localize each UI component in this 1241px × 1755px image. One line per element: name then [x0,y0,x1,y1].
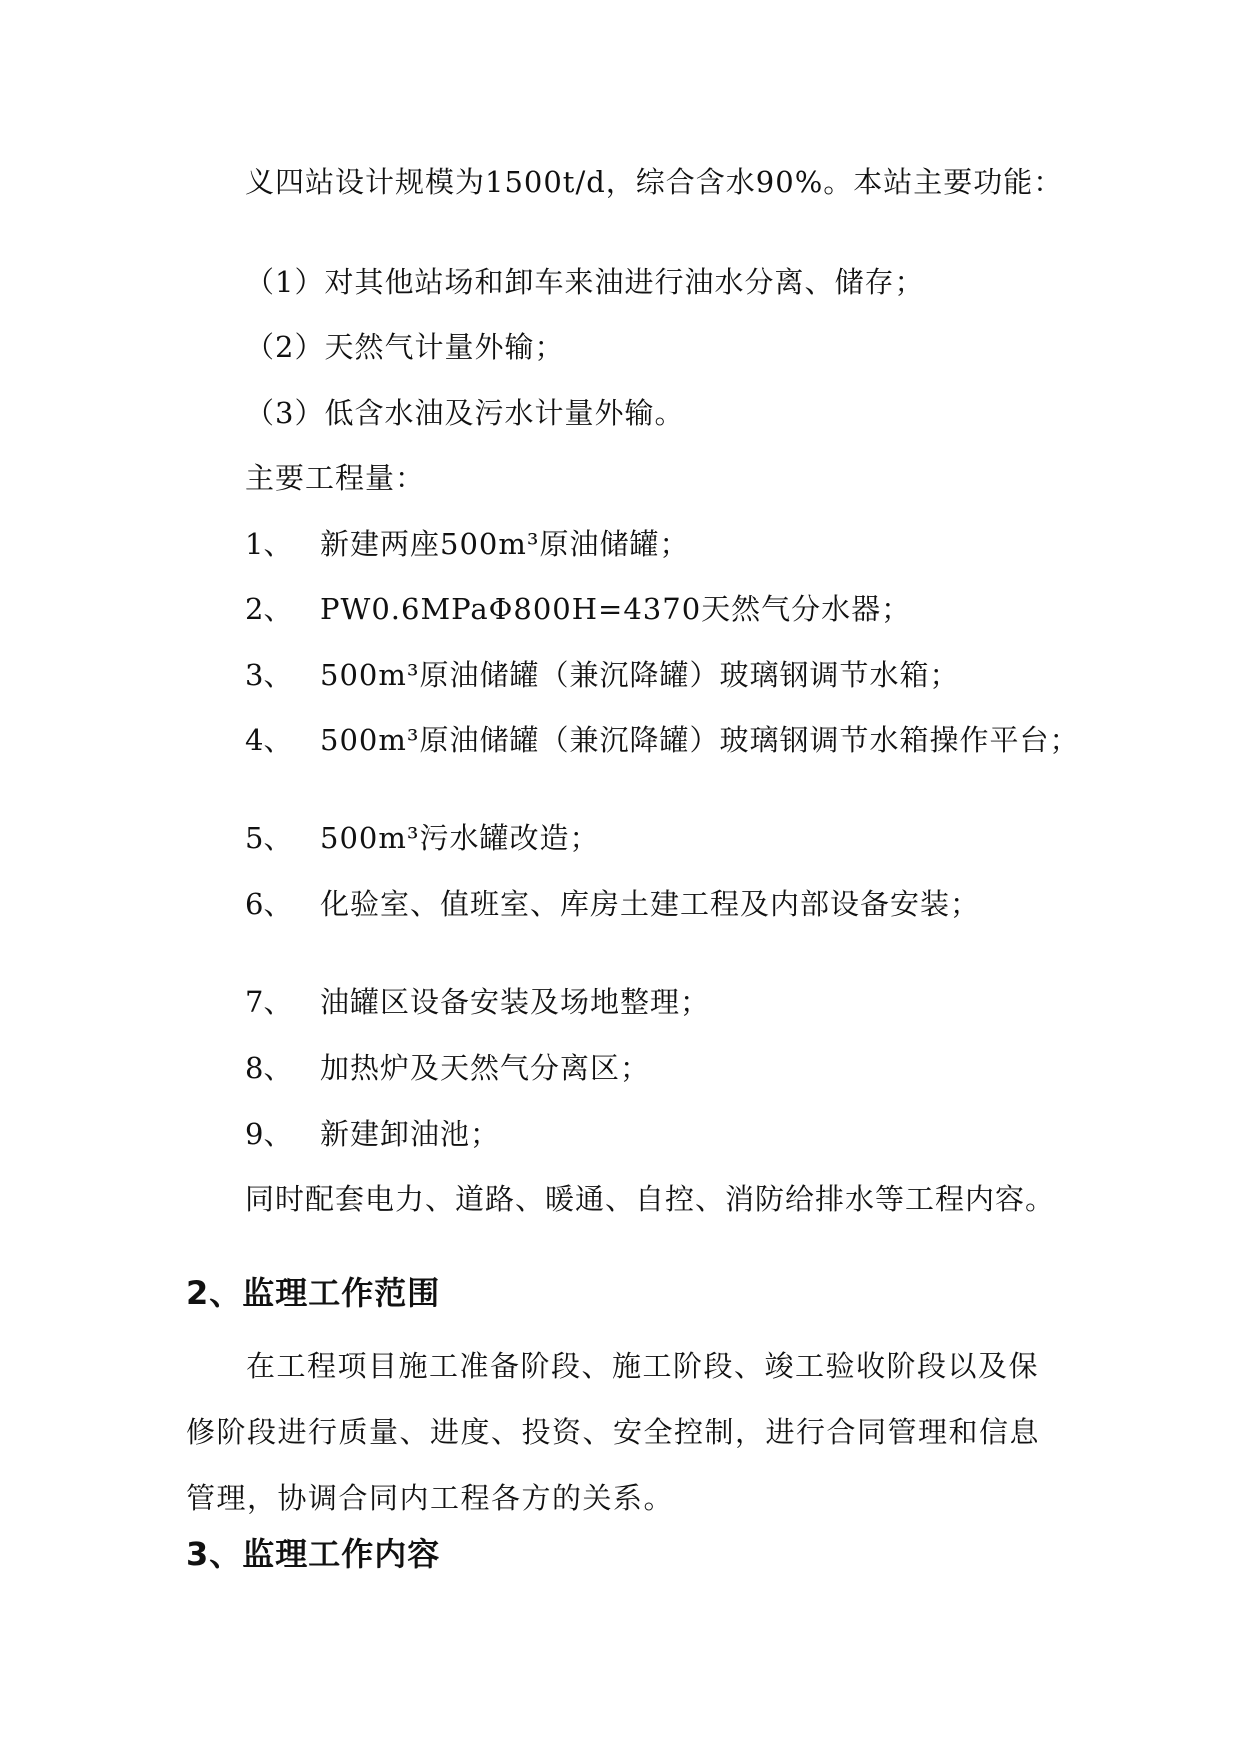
works-item-text: 新建两座500m³原油储罐； [320,527,690,561]
function-item-1: （1）对其他站场和卸车来油进行油水分离、储存； [245,265,925,299]
works-item-number: 4、 [245,723,293,757]
section-3-heading: 3、监理工作内容 [186,1535,441,1573]
works-item-text: 新建卸油池； [320,1117,501,1151]
works-item-number: 6、 [245,887,293,921]
design-scale-text: 义四站设计规模为1500t/d，综合含水90%。本站主要功能： [245,165,1064,199]
works-item-number: 3、 [245,658,293,692]
works-item-number: 7、 [245,985,293,1019]
works-item-text: 加热炉及天然气分离区； [320,1051,651,1085]
works-item-text: 油罐区设备安装及场地整理； [320,985,711,1019]
works-item-number: 5、 [245,821,293,855]
works-item-text: 500m³污水罐改造； [320,821,600,855]
works-item-text: 500m³原油储罐（兼沉降罐）玻璃钢调节水箱操作平台； [320,723,1080,757]
works-item-number: 8、 [245,1051,293,1085]
works-item-number: 2、 [245,592,293,626]
function-item-2: （2）天然气计量外输； [245,330,565,364]
section-2-heading: 2、监理工作范围 [186,1274,441,1312]
works-title: 主要工程量： [245,461,426,495]
works-item-text: 500m³原油储罐（兼沉降罐）玻璃钢调节水箱； [320,658,960,692]
works-item-number: 9、 [245,1117,293,1151]
works-item-number: 1、 [245,527,293,561]
works-item-text: PW0.6MPaΦ800H=4370天然气分水器； [320,592,912,626]
section-2-body: 在工程项目施工准备阶段、施工阶段、竣工验收阶段以及保修阶段进行质量、进度、投资、安全控制，进行合同管理和信息管理，协调合同内工程各方的关系。 [186,1349,1041,1515]
function-item-3: （3）低含水油及污水计量外输。 [245,396,685,430]
works-item-text: 化验室、值班室、库房土建工程及内部设备安装； [320,887,981,921]
supporting-works-text: 同时配套电力、道路、暖通、自控、消防给排水等工程内容。 [245,1182,1056,1216]
